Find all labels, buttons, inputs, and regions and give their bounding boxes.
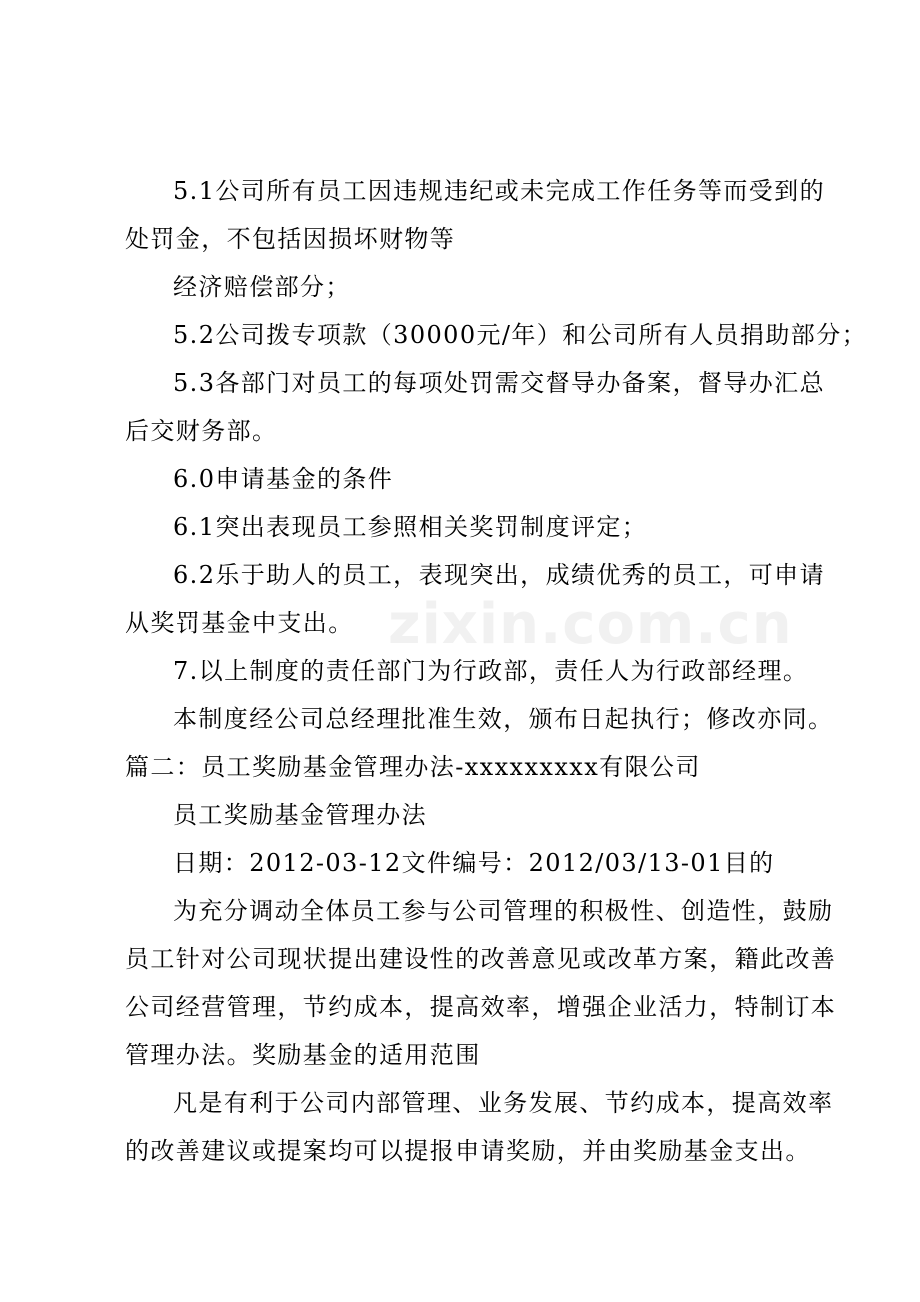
paragraph-line: 6.1突出表现员工参照相关奖罚制度评定； [173,513,648,541]
paragraph-line: 管理办法。奖励基金的适用范围 [125,1041,481,1069]
chapter-title: 篇二：员工奖励基金管理办法-xxxxxxxxx有限公司 [125,753,701,781]
paragraph-line: 本制度经公司总经理批准生效，颁布日起执行；修改亦同。 [173,705,834,733]
paragraph-line: 5.2公司拨专项款（30000元/年）和公司所有人员捐助部分； [173,321,867,349]
watermark: zixin.com.cn [388,592,793,657]
paragraph-line: 的改善建议或提案均可以提报申请奖励，并由奖励基金支出。 [125,1137,811,1165]
paragraph-line: 6.2乐于助人的员工，表现突出，成绩优秀的员工，可申请 [173,561,825,589]
paragraph-line: 处罚金，不包括因损坏财物等 [125,225,456,253]
document-title: 员工奖励基金管理办法 [173,801,427,829]
paragraph-line: 经济赔偿部分； [173,273,351,301]
paragraph-line: 后交财务部。 [125,417,278,445]
paragraph-line: 5.3各部门对员工的每项处罚需交督导办备案，督导办汇总 [173,369,825,397]
paragraph-line: 7.以上制度的责任部门为行政部，责任人为行政部经理。 [173,657,809,685]
paragraph-line: 为充分调动全体员工参与公司管理的积极性、创造性，鼓励 [173,897,834,925]
date-and-file-number: 日期：2012-03-12文件编号：2012/03/13-01目的 [173,849,775,877]
paragraph-line: 公司经营管理，节约成本，提高效率，增强企业活力，特制订本 [125,993,837,1021]
paragraph-line: 从奖罚基金中支出。 [125,609,354,637]
section-heading: 6.0申请基金的条件 [173,465,394,493]
paragraph-line: 5.1公司所有员工因违规违纪或未完成工作任务等而受到的 [173,177,825,205]
paragraph-line: 凡是有利于公司内部管理、业务发展、节约成本，提高效率 [173,1089,834,1117]
paragraph-line: 员工针对公司现状提出建设性的改善意见或改革方案，籍此改善 [125,945,837,973]
